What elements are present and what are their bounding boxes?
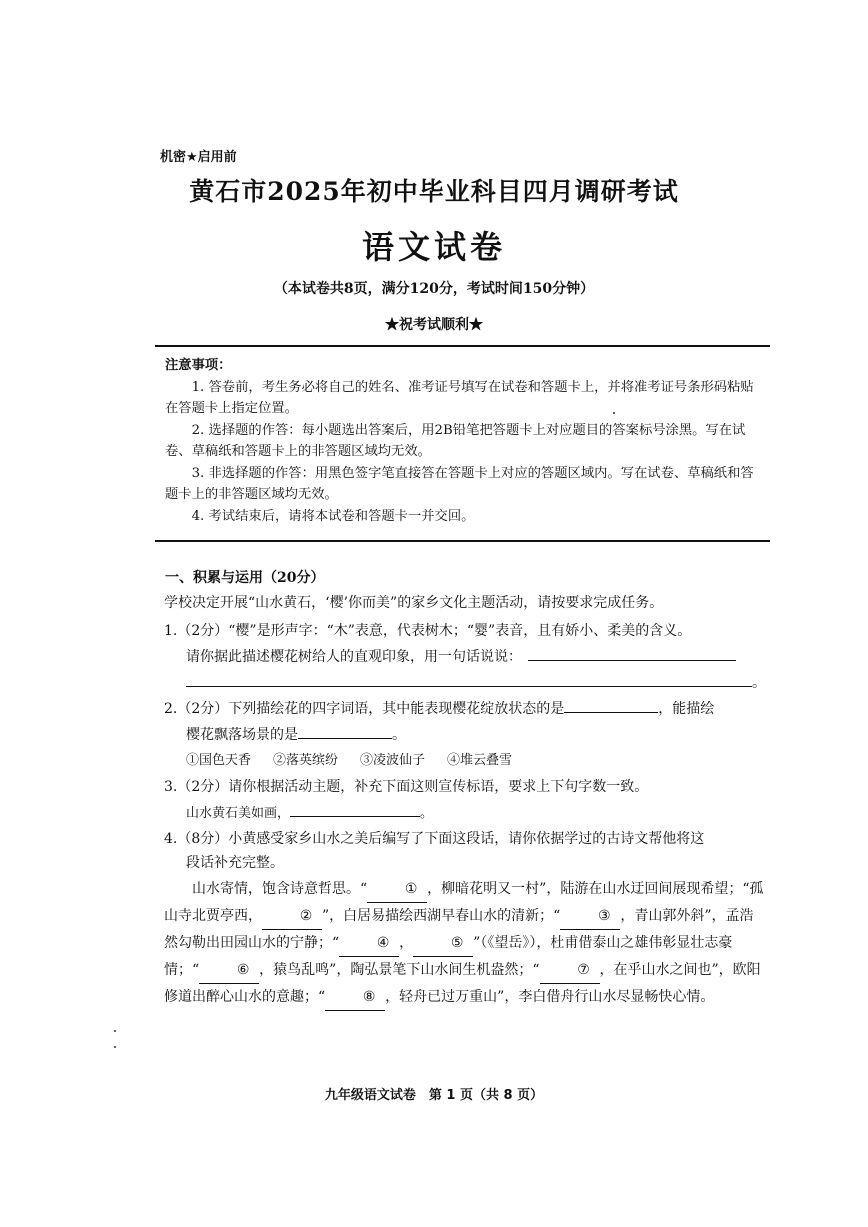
notice-item: 1. 答卷前，考生务必将自己的姓名、准考证号填写在试卷和答题卡上，并将准考证号条形码粘贴在答题卡上指定位置。 (165, 379, 754, 416)
q4-blank-7[interactable]: ⑦ (540, 957, 600, 984)
q4-text: 山水寄情，饱含诗意哲思。“ (192, 881, 368, 897)
notice-top-rule (155, 345, 770, 347)
confidential-label: 机密★启用前 (160, 150, 237, 165)
q1-answer-blank-2[interactable] (186, 672, 752, 687)
q2-line1 (164, 698, 714, 718)
q2-end: 。 (392, 727, 406, 743)
q2-option: ②落英缤纷 (273, 753, 339, 768)
q4-blank-4[interactable]: ④ (339, 930, 399, 957)
q2-option: ③凌波仙子 (360, 753, 426, 768)
q2-prompt: 2.（2分）下列描绘花的四字词语，其中能表现樱花绽放状态的是 (164, 701, 565, 717)
q2-options (186, 749, 534, 768)
notice-item: 2. 选择题的作答：每小题选出答案后，用2B铅笔把答题卡上对应题目的答案标号涂黑。写在试卷、草稿纸和答题卡上的非答题区域均无效。 (165, 422, 746, 459)
exam-title: 黄石市2025年初中毕业科目四月调研考试 (189, 177, 679, 206)
q3-line1: 3.（2分）请你根据活动主题，补充下面这则宣传标语，要求上下句字数一致。 (164, 779, 649, 795)
q4-blank-2[interactable]: ② (262, 903, 322, 930)
q4-text: ，轻舟已过万重山”，李白借舟行山水尽显畅快心情。 (385, 989, 715, 1005)
q4-text: ”，白居易描绘西湖早春山水的清新；“ (322, 908, 561, 924)
section-intro: 学校决定开展“山水黄石，‘樱’你而美”的家乡文化主题活动，请按要求完成任务。 (164, 595, 664, 611)
q4-text: ，柳暗花明又一村”，陆游在山水迂回间展现希望；“孤山寺北贾亭西， (164, 881, 764, 924)
q3-slogan: 山水黄石美如画， (186, 806, 291, 821)
q2-blank-fall[interactable] (298, 724, 392, 739)
q4-blank-3[interactable]: ③ (560, 903, 620, 930)
q2-option: ④堆云叠雪 (447, 753, 513, 768)
q4-passage (164, 876, 766, 1011)
exam-info: （本试卷共8页，满分120分，考试时间150分钟） (273, 281, 595, 297)
notice-item: 4. 考试结束后，请将本试卷和答题卡一并交回。 (191, 508, 475, 524)
notice-item: 3. 非选择题的作答：用黑色签字笔直接答在答题卡上对应的答题区域内。写在试卷、草稿纸和答题卡上的非答题区域均无效。 (165, 465, 754, 502)
scan-speck (613, 412, 615, 414)
q4-text: ，在乎山水之间也”，欧阳修道出醉心山水的意趣；“ (164, 962, 761, 1005)
section-title: 一、积累与运用（20分） (165, 570, 325, 586)
q3-end: 。 (420, 806, 434, 821)
q4-text: ，青山郭外斜”，孟浩然勾勒出田园山水的宁静；“ (164, 908, 754, 951)
q2-prompt-2: ，能描绘 (658, 701, 715, 717)
notice-bottom-rule (155, 540, 770, 542)
q1-line3 (186, 672, 766, 692)
q2-prompt-3: 樱花飘落场景的是 (186, 727, 298, 743)
q4-blank-1[interactable]: ① (367, 876, 427, 903)
q4-blank-8[interactable]: ⑧ (325, 984, 385, 1011)
page-footer: 九年级语文试卷 第 1 页（共 8 页） (324, 1088, 544, 1103)
q2-line2 (186, 724, 406, 744)
q3-line2 (186, 802, 433, 821)
q1-prompt: 请你据此描述樱花树给人的直观印象，用一句话说说： (186, 649, 522, 665)
q4-paragraph (164, 876, 766, 1011)
q1-line1: 1.（2分）“樱”是形声字：“木”表意，代表树木；“婴”表音，且有娇小、柔美的含义。 (164, 623, 692, 639)
notice-heading: 注意事项： (165, 358, 232, 373)
subject-title: 语文试卷 (361, 228, 506, 266)
q1-answer-blank[interactable] (528, 646, 736, 661)
q4-text: ， (399, 935, 414, 951)
q2-blank-bloom[interactable] (564, 698, 658, 713)
notice-block (165, 355, 765, 527)
q4-text: ”（《望岳》），杜甫借泰山之雄伟彰显壮志豪情；“ (164, 935, 733, 978)
good-luck-wish: ★祝考试顺利★ (385, 317, 483, 333)
q4-line1: 4.（8分）小黄感受家乡山水之美后编写了下面这段话，请你依据学过的古诗文帮他将这 (164, 831, 705, 847)
scan-speck (114, 1030, 116, 1032)
q1-end: 。 (752, 675, 766, 691)
q2-option: ①国色天香 (186, 753, 252, 768)
q4-text: ，猿鸟乱鸣”，陶弘景笔下山水间生机盎然；“ (259, 962, 540, 978)
q4-blank-6[interactable]: ⑥ (199, 957, 259, 984)
q4-blank-5[interactable]: ⑤ (413, 930, 473, 957)
scan-speck (114, 1046, 116, 1048)
q1-line2 (186, 646, 736, 666)
q4-line2: 段话补充完整。 (186, 855, 284, 871)
q3-blank[interactable] (290, 802, 420, 817)
